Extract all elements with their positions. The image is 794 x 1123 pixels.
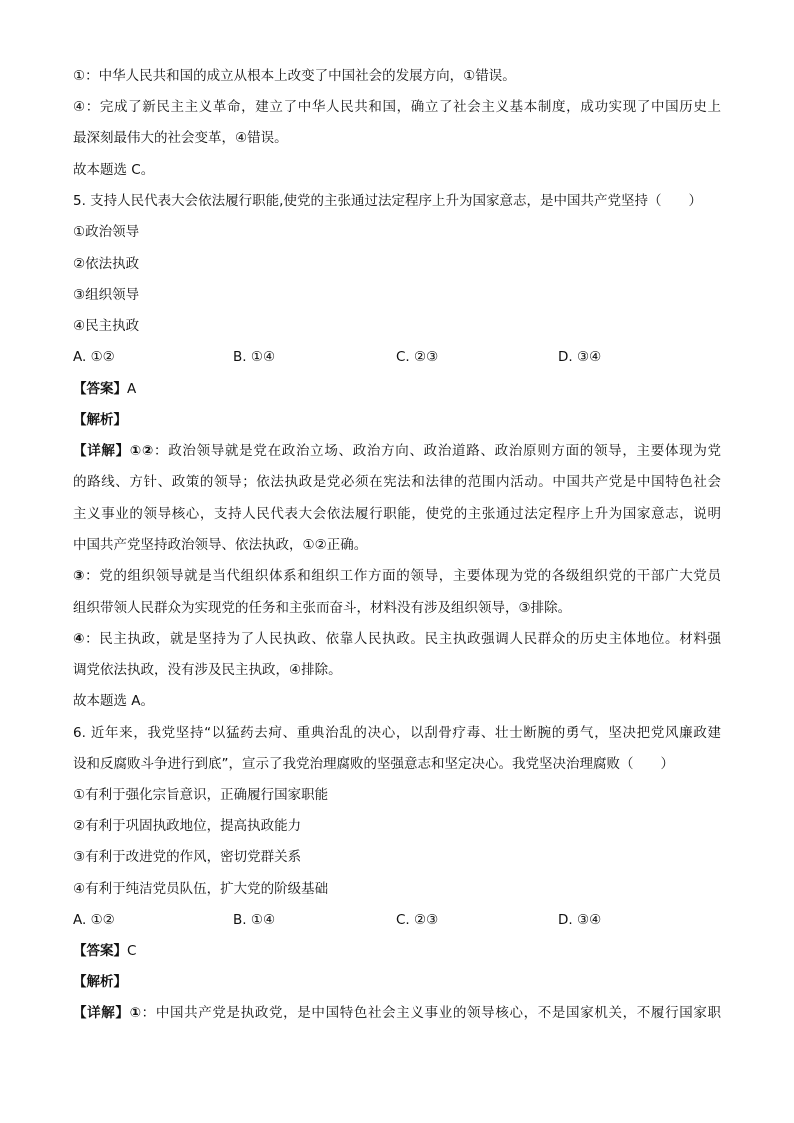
detail-text: ：政治领导就是党在政治立场、政治方向、政治道路、政治原则方面的领导，主要体现为党 [154, 443, 722, 459]
q6-item-3: ③有利于改进党的作风，密切党群关系 [73, 849, 302, 865]
q5-item-1: ①政治领导 [73, 224, 140, 240]
q6-option-b: B. ①④ [233, 912, 276, 928]
q6-option-a: A. ①② [73, 912, 115, 928]
q5-option-b: B. ①④ [233, 349, 276, 365]
q5-point-3-line-1 [73, 566, 721, 586]
detail-label: 【详解】 [73, 1005, 130, 1021]
q4-analysis-line-3: 最深刻最伟大的社会变革，④错误。 [73, 130, 288, 146]
answer-label: 【答案】 [73, 943, 127, 959]
q5-point-4-line-1 [73, 629, 721, 649]
q5-option-c: C. ②③ [396, 349, 439, 365]
q6-stem-line-1: 6. 近年来，我党坚持“以猛药去疴、重典治乱的决心，以刮骨疗毒、壮士断腕的勇气，坚决把党风廉政建 [73, 725, 721, 741]
q5-detail-line-3: 主义事业的领导核心，支持人民代表大会依法履行职能，使党的主张通过法定程序上升为国家意志，说明 [73, 506, 721, 522]
q6-option-d: D. ③④ [558, 912, 602, 928]
point-text: ：党的组织领导就是当代组织体系和组织工作方面的领导，主要体现为党的各级组织党的干部广大党员 [85, 568, 721, 584]
answer-label: 【答案】 [73, 381, 127, 397]
q6-item-1: ①有利于强化宗旨意识，正确履行国家职能 [73, 787, 329, 803]
q4-analysis-line-2: ④：完成了新民主主义革命，建立了中华人民共和国，确立了社会主义基本制度，成功实现了中国历史上 [73, 99, 721, 115]
q5-point-4-line-2: 调党依法执政，没有涉及民主执政，④排除。 [73, 662, 342, 678]
point-text: ：民主执政，就是坚持为了人民执政、依靠人民执政。民主执政强调人民群众的历史主体地位。材料强 [85, 631, 721, 647]
q5-detail-line-2: 的路线、方针、政策的领导；依法执政是党必须在宪法和法律的范围内活动。中国共产党是中国特色社会 [73, 474, 721, 490]
q5-detail-line-1 [73, 441, 721, 461]
q6-option-c: C. ②③ [396, 912, 439, 928]
q6-detail-line-1 [73, 1003, 721, 1023]
detail-marker: ① [129, 1005, 142, 1021]
q5-conclusion: 故本题选 A。 [73, 693, 155, 709]
q6-analysis-label: 【解析】 [73, 974, 127, 990]
answer-value: C [127, 943, 137, 959]
q5-item-3: ③组织领导 [73, 287, 140, 303]
q4-analysis-line-1: ①：中华人民共和国的成立从根本上改变了中国社会的发展方向，①错误。 [73, 68, 516, 84]
point-marker: ④ [73, 631, 86, 647]
answer-value: A [127, 381, 137, 397]
point-marker: ③ [73, 568, 86, 584]
q5-stem: 5. 支持人民代表大会依法履行职能,使党的主张通过法定程序上升为国家意志，是中国共产党坚持（ ） [73, 193, 702, 209]
q5-item-4: ④民主执政 [73, 318, 140, 334]
detail-text: ：中国共产党是执政党，是中国特色社会主义事业的领导核心，不是国家机关，不履行国家职 [141, 1005, 722, 1021]
q6-item-4: ④有利于纯洁党员队伍，扩大党的阶级基础 [73, 881, 329, 897]
q5-point-3-line-2: 组织带领人民群众为实现党的任务和主张而奋斗，材料没有涉及组织领导，③排除。 [73, 600, 572, 616]
q5-detail-line-4: 中国共产党坚持政治领导、依法执政，①②正确。 [73, 537, 368, 553]
q5-item-2: ②依法执政 [73, 256, 140, 272]
q5-option-a: A. ①② [73, 349, 115, 365]
detail-label: 【详解】 [73, 443, 130, 459]
q5-answer [73, 379, 136, 399]
q6-item-2: ②有利于巩固执政地位，提高执政能力 [73, 818, 302, 834]
detail-marker: ①② [129, 443, 155, 459]
q4-conclusion: 故本题选 C。 [73, 162, 155, 178]
q6-answer [73, 941, 136, 961]
q5-analysis-label: 【解析】 [73, 412, 127, 428]
q6-stem-line-2: 设和反腐败斗争进行到底”，宣示了我党治理腐败的坚强意志和坚定决心。我党坚决治理腐败（ ） [73, 756, 674, 772]
q5-option-d: D. ③④ [558, 349, 602, 365]
